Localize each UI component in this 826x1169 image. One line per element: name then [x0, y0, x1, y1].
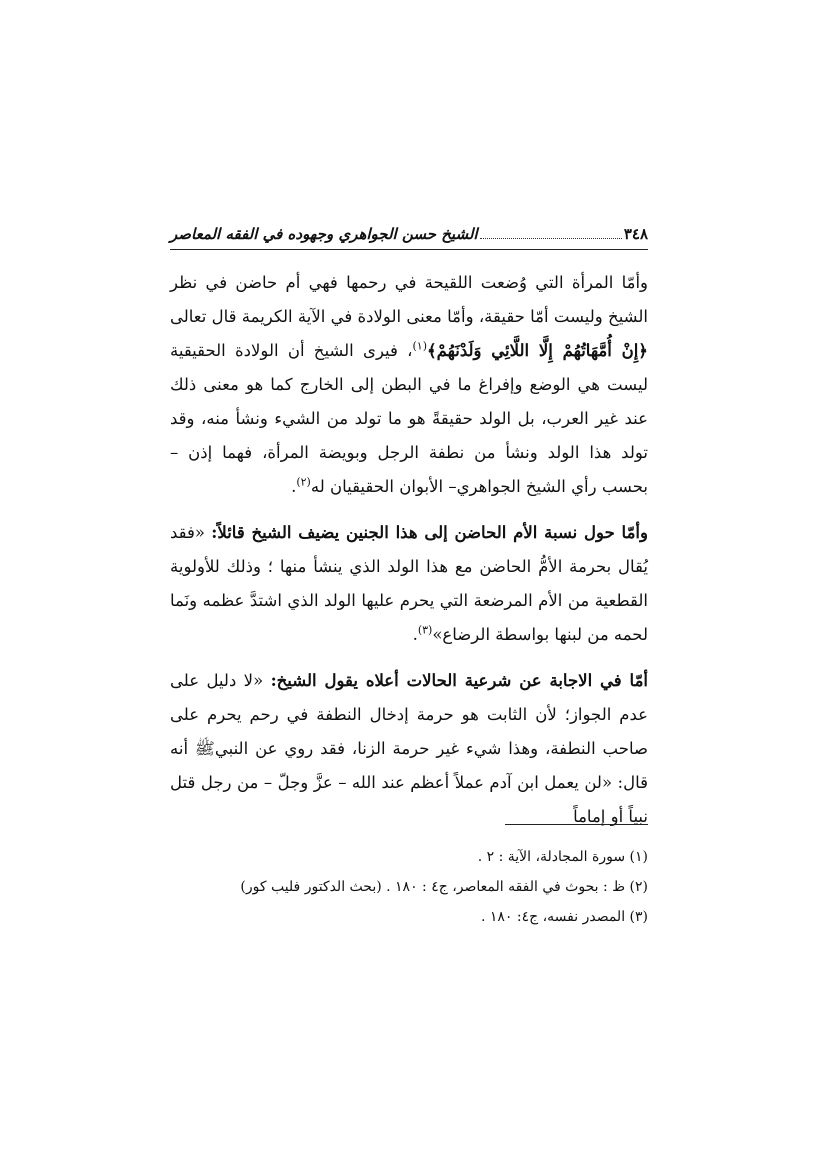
footnote-ref-2: (٢)	[296, 475, 311, 489]
paragraph-2-lead: وأمّا حول نسبة الأم الحاضن إلى هذا الجنين يضيف الشيخ قائلاً:	[211, 523, 648, 542]
footnote-1: (١) سورة المجادلة، الآية : ٢ .	[477, 849, 648, 865]
paragraph-1	[170, 266, 648, 504]
paragraph-2	[170, 516, 648, 652]
header-dot-leader	[480, 238, 622, 239]
footnote-separator	[505, 824, 648, 825]
footnote-2: (٢) ظ : بحوث في الفقه المعاصر، ج٤ : ١٨٠ . (بحث الدكتور فليب كور)	[240, 879, 648, 895]
page-number: ٣٤٨	[623, 225, 648, 243]
paragraph-1-end: .	[291, 477, 297, 496]
paragraph-2-text: «فقد يُقال بحرمة الأمُّ الحاضن مع هذا الولد الذي ينشأ منها ؛ وذلك للأولوية القطعية من الأم المرضعة التي يحرم عليها الولد الذي اشتدَّ عظمه ونَما لحمه من لبنها بواسطة الرضاع»	[170, 523, 648, 644]
page-body	[170, 225, 648, 834]
paragraph-1-text-before: وأمّا المرأة التي وُضعت اللقيحة في رحمها فهي أم حاضن في نظر الشيخ وليست أمّا حقيقة، وأمّا معنى الولادة في الآية الكريمة قال تعالى	[170, 273, 648, 326]
footnotes	[170, 842, 648, 932]
footnote-ref-1: (١)	[412, 339, 428, 353]
paragraph-3	[170, 664, 648, 834]
running-header	[170, 225, 648, 250]
paragraph-1-text-after: ، فيرى الشيخ أن الولادة الحقيقية ليست هي الوضع وإفراغ ما في البطن إلى الخارج كما هو معنى ذلك عند غير العرب، بل الولد حقيقةً هو ما تولد من الشيء ونشأ منه، وقد تولد هذا الولد ونشأ من نطفة الرجل وبويضة المرأة، فهما إذن – بحسب رأي الشيخ الجواهري– الأبوان الحقيقيان له	[170, 341, 648, 496]
running-title: الشيخ حسن الجواهري وجهوده في الفقه المعاصر	[170, 225, 478, 243]
footnote-3: (٣) المصدر نفسه، ج٤: ١٨٠ .	[480, 909, 648, 925]
paragraph-3-lead: أمّا في الاجابة عن شرعية الحالات أعلاه يقول الشيخ:	[270, 671, 648, 690]
footnote-ref-3: (٣)	[417, 623, 433, 637]
paragraph-2-end: .	[412, 625, 418, 644]
paragraph-3-text: «لا دليل على عدم الجواز؛ لأن الثابت هو حرمة إدخال النطفة في رحم يحرم على صاحب النطفة، وهذا شيء غير حرمة الزنا، فقد روي عن النبيﷺ أنه قال: «لن يعمل ابن آدم عملاً أعظم عند الله – عزَّ وجلّ – من رجل قتل نبياً أو إماماً	[170, 671, 648, 826]
quran-verse: ﴿إِنْ أُمَّهَاتُهُمْ إِلَّا اللَّائِي وَلَدْنَهُمْ﴾	[427, 341, 648, 360]
